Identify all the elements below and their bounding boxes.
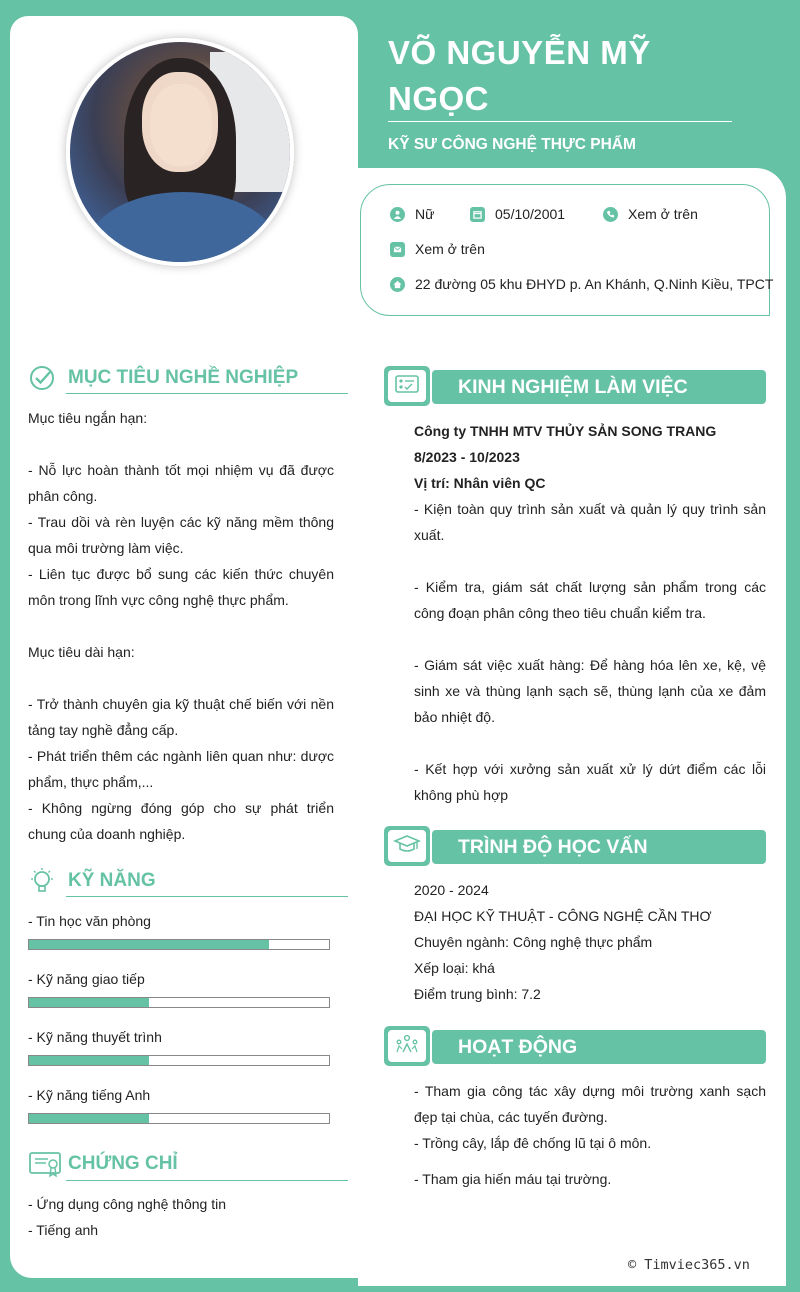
certificate-item: - Ứng dụng công nghệ thông tin — [28, 1196, 226, 1212]
email-value: Xem ở trên — [415, 241, 485, 257]
contact-gender — [390, 206, 434, 222]
experience-heading — [384, 366, 766, 406]
experience-position: Vị trí: Nhân viên QC — [414, 475, 546, 491]
phone-icon — [603, 207, 618, 222]
name-line-2: NGỌC — [388, 80, 489, 117]
education-school: ĐẠI HỌC KỸ THUẬT - CÔNG NGHỆ CẦN THƠ — [414, 908, 712, 924]
certificate-item: - Tiếng anh — [28, 1222, 99, 1238]
graduation-cap-icon — [393, 833, 421, 860]
education-text — [414, 877, 766, 1007]
objective-short-label: Mục tiêu ngắn hạn: — [28, 410, 148, 426]
skill-bar-fill — [29, 940, 269, 949]
footer-credit: © Timviec365.vn — [628, 1257, 750, 1273]
name-divider — [388, 121, 732, 122]
objective-short-3: - Liên tục được bổ sung các kiến thức chuyên môn trong lĩnh vực công nghệ thực phẩm. — [28, 566, 334, 608]
objective-long-label: Mục tiêu dài hạn: — [28, 644, 135, 660]
job-title: KỸ SƯ CÔNG NGHỆ THỰC PHẨM — [388, 136, 636, 153]
activities-title: HOẠT ĐỘNG — [458, 1036, 578, 1058]
activity-item: - Trồng cây, lắp đê chống lũ tại ô môn. — [414, 1135, 652, 1151]
activities-text — [414, 1078, 766, 1192]
activities-heading — [384, 1026, 766, 1066]
skill-bar — [28, 939, 330, 950]
skill-label: - Kỹ năng tiếng Anh — [28, 1087, 151, 1103]
education-major: Chuyên ngành: Công nghệ thực phẩm — [414, 934, 653, 950]
objective-short-2: - Trau dồi và rèn luyện các kỹ năng mềm thông qua môi trường làm việc. — [28, 514, 334, 556]
target-icon — [28, 364, 56, 392]
skill-label: - Kỹ năng thuyết trình — [28, 1029, 162, 1045]
objective-rule — [66, 393, 348, 394]
briefcase-icon — [394, 373, 420, 400]
skill-label: - Tin học văn phòng — [28, 913, 151, 929]
experience-period: 8/2023 - 10/2023 — [414, 449, 520, 465]
home-icon — [390, 277, 405, 292]
activity-item: - Tham gia công tác xây dựng môi trường xanh sạch đẹp tại chùa, các tuyến đường. — [414, 1083, 766, 1125]
objective-long-1: - Trở thành chuyên gia kỹ thuật chế biến với nền tảng tay nghề đẳng cấp. — [28, 696, 334, 738]
objective-title: MỤC TIÊU NGHỀ NGHIỆP — [68, 367, 299, 388]
certificate-icon — [28, 1150, 62, 1178]
people-network-icon — [394, 1032, 420, 1061]
education-rank: Xếp loại: khá — [414, 960, 495, 976]
objective-long-3: - Không ngừng đóng góp cho sự phát triển chung của doanh nghiệp. — [28, 800, 334, 842]
experience-text — [414, 418, 766, 808]
skill-bar — [28, 1055, 330, 1066]
candidate-name — [388, 30, 718, 122]
address-value: 22 đường 05 khu ĐHYD p. An Khánh, Q.Ninh Kiều, TPCT — [415, 276, 774, 292]
education-period: 2020 - 2024 — [414, 882, 489, 898]
experience-duty: - Kết hợp với xưởng sản xuất xử lý dứt điểm các lỗi không phù hợp — [414, 761, 766, 803]
skills-title: KỸ NĂNG — [68, 870, 156, 891]
objective-text — [28, 405, 334, 847]
experience-title: KINH NGHIỆM LÀM VIỆC — [458, 376, 688, 398]
phone-value: Xem ở trên — [628, 206, 698, 222]
skill-bar — [28, 997, 330, 1008]
experience-duty: - Giám sát việc xuất hàng: Để hàng hóa lên xe, kệ, vệ sinh xe và thùng lạnh sạch sẽ, thùng lạnh của xe đảm bảo nhiệt độ. — [414, 657, 766, 725]
profile-photo — [66, 38, 294, 266]
birthday-value: 05/10/2001 — [495, 206, 566, 222]
experience-company: Công ty TNHH MTV THỦY SẢN SONG TRANG — [414, 423, 717, 439]
skill-bar-fill — [29, 1114, 149, 1123]
activities-icon-frame — [384, 1026, 430, 1066]
skills-rule — [66, 896, 348, 897]
skill-bar — [28, 1113, 330, 1124]
objective-short-1: - Nỗ lực hoàn thành tốt mọi nhiệm vụ đã được phân công. — [28, 462, 334, 504]
paper-join — [340, 1180, 370, 1276]
education-gpa: Điểm trung bình: 7.2 — [414, 986, 541, 1002]
contact-email — [390, 241, 485, 257]
skills-heading — [28, 867, 156, 895]
experience-duty: - Kiểm tra, giám sát chất lượng sản phẩm trong các công đoạn phân công theo tiêu chuẩn kiểm tra. — [414, 579, 766, 621]
lightbulb-icon — [28, 867, 56, 895]
skill-bar-fill — [29, 1056, 149, 1065]
name-line-1: VÕ NGUYỄN MỸ — [388, 34, 651, 71]
objective-heading — [28, 364, 298, 392]
objective-long-2: - Phát triển thêm các ngành liên quan như: dược phẩm, thực phẩm,... — [28, 748, 334, 790]
activity-item: - Tham gia hiến máu tại trường. — [414, 1171, 612, 1187]
experience-icon-frame — [384, 366, 430, 406]
skill-bar-fill — [29, 998, 149, 1007]
certificates-heading — [28, 1150, 178, 1178]
person-icon — [390, 207, 405, 222]
gender-value: Nữ — [415, 206, 435, 222]
certificates-list — [28, 1191, 334, 1243]
education-title: TRÌNH ĐỘ HỌC VẤN — [458, 836, 648, 858]
certificates-rule — [66, 1180, 348, 1181]
contact-birthday — [470, 206, 565, 222]
education-icon-frame — [384, 826, 430, 866]
certificates-title: CHỨNG CHỈ — [68, 1153, 178, 1174]
experience-duty: - Kiện toàn quy trình sản xuất và quản lý quy trình sản xuất. — [414, 501, 766, 543]
education-heading — [384, 826, 766, 866]
contact-address — [390, 276, 773, 292]
email-icon — [390, 242, 405, 257]
calendar-icon — [470, 207, 485, 222]
skill-label: - Kỹ năng giao tiếp — [28, 971, 145, 987]
contact-phone — [603, 206, 698, 222]
